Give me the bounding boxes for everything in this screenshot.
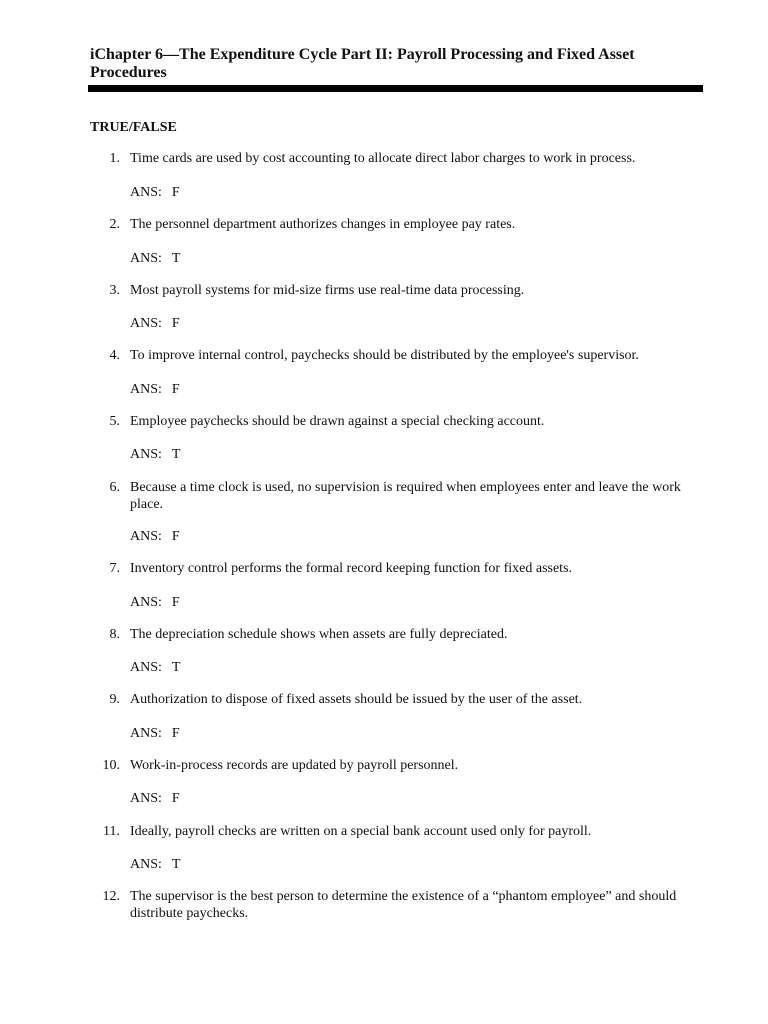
answer-line [130,529,180,545]
answer-prefix: ANS: [130,660,162,675]
answer-value: F [171,791,180,806]
answer-value: F [171,382,180,397]
question-number: 12. [102,889,120,904]
question-number: 2. [109,217,120,232]
question-text: Work-in-process records are updated by payroll personnel. [130,758,459,773]
question-number: 3. [109,283,120,298]
answer-prefix: ANS: [130,185,162,200]
title-divider [88,85,703,92]
question-item [90,561,690,578]
question-text: The personnel department authorizes changes in employee pay rates. [130,217,516,232]
question-item [90,414,690,431]
answer-value: F [171,529,180,544]
answer-line [130,447,180,463]
question-item [90,824,690,841]
question-item [90,348,690,365]
question-text: To improve internal control, paychecks should be distributed by the employee's supervisor. [130,348,639,363]
answer-value: F [171,726,180,741]
answer-prefix: ANS: [130,595,162,610]
question-text: Authorization to dispose of fixed assets should be issued by the user of the asset. [130,692,583,707]
answer-line [130,185,180,201]
question-text: Most payroll systems for mid-size firms use real-time data processing. [130,283,525,298]
question-item [90,217,690,234]
answer-value: F [171,185,180,200]
answer-value: T [171,660,181,675]
question-text: The supervisor is the best person to determine the existence of a “phantom employee” and should distribute paychecks. [130,889,677,921]
question-number: 5. [109,414,120,429]
answer-prefix: ANS: [130,791,162,806]
question-text: Employee paychecks should be drawn against a special checking account. [130,414,545,429]
answer-value: T [171,857,181,872]
answer-prefix: ANS: [130,726,162,741]
question-number: 10. [102,758,120,773]
question-number: 9. [109,692,120,707]
answer-line [130,316,180,332]
answer-line [130,382,180,398]
question-item [90,480,690,513]
answer-prefix: ANS: [130,447,162,462]
section-heading: TRUE/FALSE [90,120,177,135]
question-number: 1. [109,151,120,166]
answer-line [130,595,180,611]
answer-line [130,251,180,267]
question-text: Inventory control performs the formal record keeping function for fixed assets. [130,561,573,576]
answer-value: F [171,316,180,331]
question-item [90,889,690,922]
answer-value: T [171,251,181,266]
answer-line [130,726,180,742]
answer-prefix: ANS: [130,857,162,872]
question-number: 11. [103,824,120,839]
question-item [90,758,690,775]
answer-prefix: ANS: [130,251,162,266]
question-number: 6. [109,480,120,495]
page-title: iChapter 6—The Expenditure Cycle Part II: Payroll Processing and Fixed Asset Procedures [90,46,635,81]
question-text: Because a time clock is used, no supervision is required when employees enter and leave the work place. [130,480,681,512]
question-number: 7. [109,561,120,576]
answer-value: F [171,595,180,610]
question-item [90,151,690,168]
question-text: Ideally, payroll checks are written on a special bank account used only for payroll. [130,824,592,839]
question-number: 4. [109,348,120,363]
answer-line [130,857,180,873]
answer-prefix: ANS: [130,316,162,331]
answer-prefix: ANS: [130,382,162,397]
question-item [90,627,690,644]
answer-value: T [171,447,181,462]
question-text: The depreciation schedule shows when assets are fully depreciated. [130,627,508,642]
question-item [90,283,690,300]
question-number: 8. [109,627,120,642]
question-item [90,692,690,709]
question-text: Time cards are used by cost accounting to allocate direct labor charges to work in process. [130,151,636,166]
answer-line [130,660,180,676]
answer-line [130,791,180,807]
answer-prefix: ANS: [130,529,162,544]
